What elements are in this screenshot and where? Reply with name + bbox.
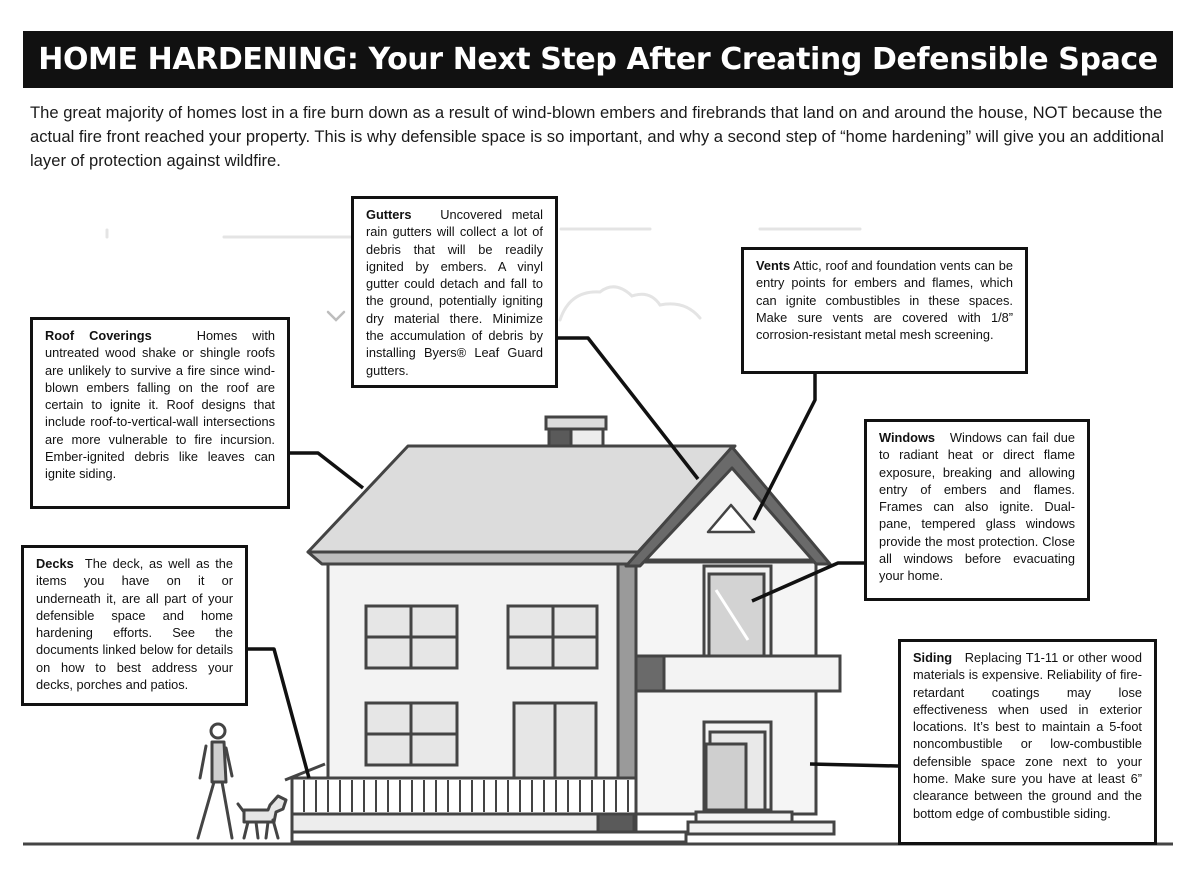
callout-gutters-heading: Gutters <box>366 207 412 222</box>
leader-siding <box>810 764 898 766</box>
intro-paragraph: The great majority of homes lost in a fire burn down as a result of wind-blown embers and firebrands that land on and around the house, NOT because the actual fire front reached your property. This is why defensible space is so important, and why a second step of “home hardening” will give you an additional layer of protection against wildfire. <box>30 103 1164 170</box>
callout-windows-text: Windows can fail due to radiant heat or direct flame exposure, breaking and allowing entry of embers and flames. Frames can also ignite. Dual-pane, tempered glass windows provide the most protection. Close all windows before evacuating your home. <box>879 430 1076 584</box>
callout-roof-coverings <box>30 317 290 509</box>
cloud-icon <box>560 287 700 320</box>
callout-siding-heading: Siding <box>913 650 953 665</box>
callout-gutters-text: Uncovered metal rain gutters will collect a lot of debris that will be readily ignited by embers. A vinyl gutter could detach and fall to the ground, potentially igniting dry material there. Minimize the accumulation of debris by installing Byers® Leaf Guard gutters. <box>366 207 544 378</box>
callout-vents-text: Attic, roof and foundation vents can be entry points for embers and flames, which can ignite combustibles in these spaces. Make sure vents are covered with 1/8” corrosion-resistant metal mesh screening. <box>756 258 1013 343</box>
callout-siding <box>898 639 1157 845</box>
leader-decks <box>248 649 309 778</box>
bird-icon <box>328 312 344 320</box>
gable-window <box>704 566 771 656</box>
callout-decks-heading: Decks <box>36 556 74 571</box>
balcony <box>636 656 840 691</box>
callout-windows-heading: Windows <box>879 430 936 445</box>
page-title: HOME HARDENING: Your Next Step After Creating Defensible Space <box>38 42 1158 77</box>
callout-vents <box>741 247 1028 374</box>
callout-windows <box>864 419 1090 601</box>
callout-gutters <box>351 196 558 388</box>
callout-roof-heading: Roof Coverings <box>45 328 152 343</box>
callout-vents-heading: Vents <box>756 258 791 273</box>
person-walking-icon <box>198 724 232 838</box>
callout-decks-text: The deck, as well as the items you have on it or underneath it, are all part of your defensible space and home hardening efforts. See the documents linked below for details on how to best address your decks, porches and patios. <box>36 556 233 693</box>
callout-decks <box>21 545 248 706</box>
leader-roof <box>290 453 363 488</box>
callout-siding-text: Replacing T1-11 or other wood materials is expensive. Reliability of fire-retardant coatings may lose effectiveness when used in exterior locations. It’s best to maintain a 5-foot noncombustible or low-combustible defensible space zone next to your home. Make sure you have at least 6” clearance between the ground and the bottom edge of combustible siding. <box>913 650 1142 821</box>
callout-roof-text: Homes with untreated wood shake or shingle roofs are unlikely to survive a fire since wind-blown embers falling on the roof are certain to ignite it. Roof designs that include roof-to-vertical-wall intersections are more vulnerable to fire incursion. Ember-ignited debris like leaves can ignite siding. <box>45 328 275 482</box>
dog-icon <box>238 796 286 838</box>
